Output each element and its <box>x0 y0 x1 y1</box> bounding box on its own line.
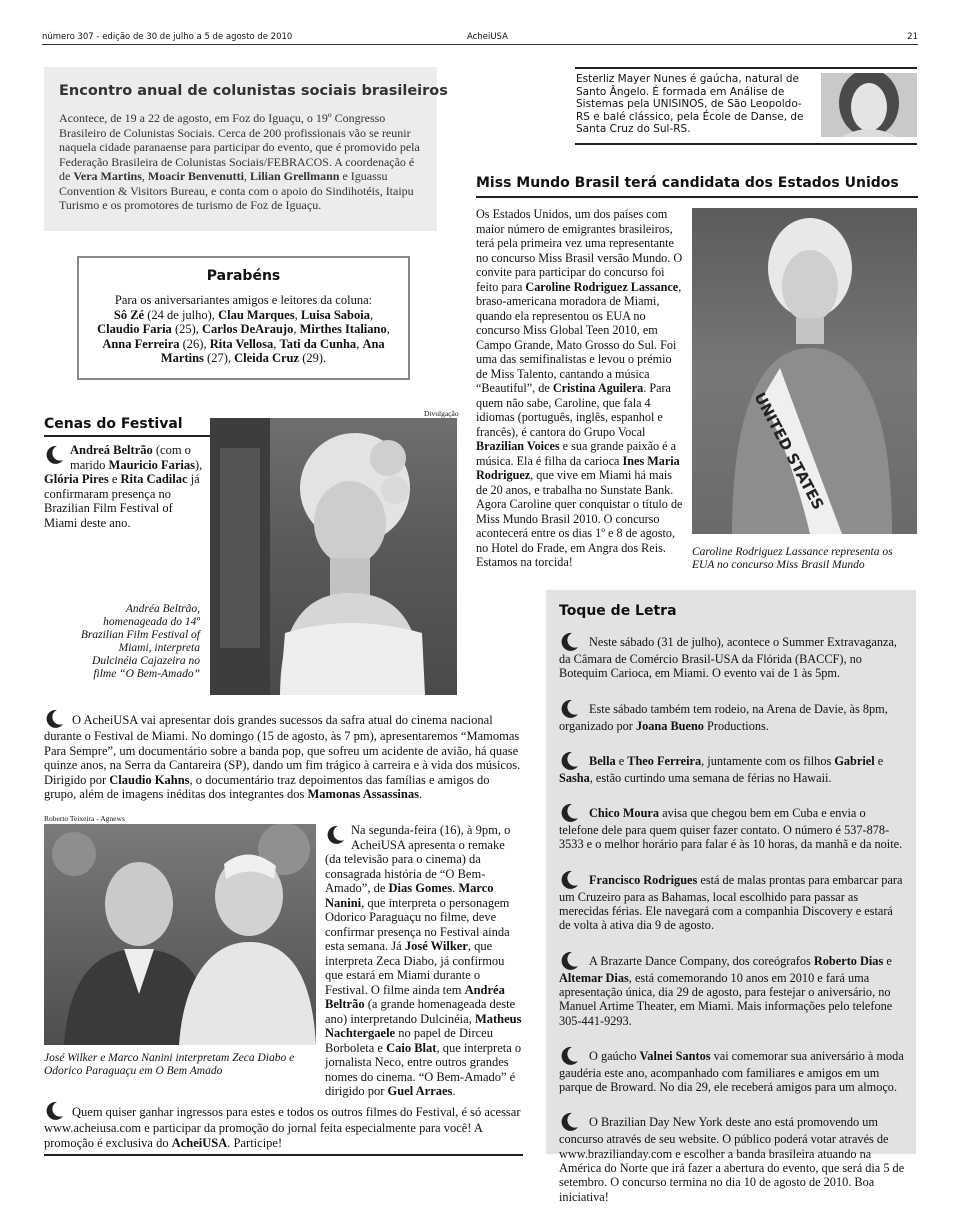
caroline-photo <box>692 208 917 534</box>
toque-item-8: O Brazilian Day New York deste ano está promovendo um concurso através de seu website. O público poderá votar através de www.brazilianday.com e escolher a banda brasileira atuando na América do Norte que irá fazer a abertura do evento, que será dia 5 de setembro. O concurso termina no dia 10 de agosto de 2010. Boa iniciativa! <box>559 1112 907 1203</box>
issue-info: número 307 - edição de 30 de julho a 5 de agosto de 2010 <box>42 32 293 42</box>
miss-text: Os Estados Unidos, um dos países com maior número de emigrantes brasileiros, terá pela primeira vez uma representante no concurso Miss Brasil versão Mundo. O convite para participar do concurso foi feito para Caroline Rodriguez Lassance, braso-americana moradora de Miami, quando ela representou os EUA no concurso Miss Global Teen 2010, em Campo Grande, Mato Grosso do Sul. Foi uma das semifinalistas e levou o prémio de Miss Talento, cantando a música “Beautiful”, de Cristina Aguilera. Para quem não sabe, Caroline, que fala 4 idiomas (português, inglês, espanhol e francês), é cantora do Grupo Vocal Brazilian Voices e sua grande paixão é a música. Ela é filha da carioca Ines Maria Rodriguez, que vive em Miami há mais de 20 anos, e trabalha no Sunstate Bank. Agora Caroline quer conquistar o título de Miss Mundo Brasil 2010. O concurso acontecerá entre os dias 1º e 8 de agosto, no Hotel do Frade, em Angra dos Reis. Estamos na torcida! <box>476 207 683 569</box>
toque-item-5: Francisco Rodrigues está de malas prontas para embarcar para um Cruzeiro para as Bahamas, local escolhido para passar as merecidas férias. Ele navegará com a companhia Discovery e estará de volta à ativa dia 9 de agosto. <box>559 870 907 933</box>
bemamado-photo-credit: Roberto Teixeira - Agnews <box>44 814 125 823</box>
parabens-box <box>77 256 410 380</box>
sash-text: UNITED STATES <box>750 389 828 513</box>
wilker-nanini-photo <box>44 824 316 1045</box>
miss-title: Miss Mundo Brasil terá candidata dos Estados Unidos <box>476 175 899 191</box>
cenas-text: Andreá Beltrão (com o marido Mauricio Farias), Glória Pires e Rita Cadilac já confirmaram presença no Brazilian Film Festival of Miami deste ano. <box>44 443 203 530</box>
crescent-moon-icon <box>559 699 579 719</box>
toque-box <box>546 590 916 1204</box>
andrea-figure <box>210 418 457 695</box>
esterliz-box <box>575 67 917 145</box>
andrea-beltrao-photo <box>210 418 457 695</box>
parabens-text: Para os aniversariantes amigos e leitores da coluna: Sô Zé (24 de julho), Clau Marques, Luisa Saboia, Claudio Faria (25), Carlos DeAraujo, Mirthes Italiano, Anna Ferreira (26), Rita Vellosa, Tati da Cunha, Ana Martins (27), Cleida Cruz (29). <box>97 293 390 365</box>
crescent-moon-icon <box>559 803 579 823</box>
crescent-moon-icon <box>325 825 345 845</box>
esterliz-portrait <box>821 73 917 137</box>
page-header <box>42 30 918 45</box>
wilker-nanini-figures <box>44 824 316 1045</box>
crescent-moon-icon <box>559 751 579 771</box>
toque-item-6: A Brazarte Dance Company, dos coreógrafos Roberto Dias e Altemar Dias, está comemorando 10 anos em 2010 e fará uma apresentação única, dia 29 de agosto, para festejar o aniversário, no Manuel Artime Theater, em Miami. Mais informações pelo telefone 305-441-9293. <box>559 951 907 1028</box>
miss-title-rule <box>476 196 918 198</box>
toque-item-1: Neste sábado (31 de julho), acontece o Summer Extravaganza, da Câmara de Comércio Brasil-USA da Flórida (BACCF), no Botequim Carioca, em Miami. O evento vai de 1 às 5pm. <box>559 632 907 681</box>
crescent-moon-icon <box>559 951 579 971</box>
esterliz-bio: Esterliz Mayer Nunes é gaúcha, natural de Santo Ângelo. É formada em Análise de Sistemas pela UNISINOS, de São Leopoldo-RS e balé clássico, pela École de Danse, de Santa Cruz do Sul-RS. <box>576 73 804 135</box>
crescent-moon-icon <box>559 1046 579 1066</box>
encontro-text: Acontece, de 19 a 22 de agosto, em Foz do Iguaçu, o 19º Congresso Brasileiro de Colunistas Sociais. Cerca de 200 profissionais vão se reunir naquela cidade paranaense para participar do evento, que é promovido pela Federação Brasileira de Colunistas Sociais/FEBRACOS. A coordenação é de Vera Martins, Moacir Benvenutti, Lilian Grellmann e Iguassu Convention & Visitors Bureau, e conta com o apoio do Sindihotéis, Itaipu Turismo e os promotores de turismo de Foz de Iguaçu. <box>59 111 420 212</box>
toque-items <box>559 632 907 1222</box>
bemamado-text: Na segunda-feira (16), à 9pm, o AcheiUSA apresenta o remake (da televisão para o cinema) da consagrada história de “O Bem-Amado”, de Dias Gomes. Marco Nanini, que interpreta o personagem Odorico Paraguaçu no filme, deve confirmar presença no Festival ainda esta semana. Já José Wilker, que interpreta Zeca Diabo, já confirmou que estará em Miami durante o Festival. O filme ainda tem Andréa Beltrão (a grande homenageada deste ano) interpretando Dulcinéia, Matheus Nachtergaele no papel de Dirceu Borboleta e Caio Blat, que interpreta o jornalista Neco, entre outros grandes nomes do cinema. “O Bem-Amado” é dirigido por Guel Arraes. <box>325 823 522 1098</box>
crescent-moon-icon <box>559 1112 579 1132</box>
mamonas-text: O AcheiUSA vai apresentar dois grandes sucessos da safra atual do cinema nacional durante o Festival de Miami. No domingo (15 de agosto, às 7 pm), apresentaremos “Mamomas Para Sempre”, um documentário sobre a banda pop, que sofreu um acidente de avião, há quase quinze anos, na Serra da Cantareira (SP), dando um fim trágico à carreira e à vida dos músicos. Dirigido por Claudio Kahns, o documentário traz depoimentos das famílias e amigos do grupo, além de imagens inéditas dos integrantes dos Mamonas Assassinas. <box>44 709 522 802</box>
header-brand: AcheiUSA <box>467 32 508 42</box>
ingressos-text: Quem quiser ganhar ingressos para estes e todos os outros filmes do Festival, é só acessar www.acheiusa.com e participar da promoção do jornal feita especialmente para você! A promoção é exclusiva do AcheiUSA. Participe! <box>44 1101 522 1150</box>
page-number: 21 <box>907 32 918 42</box>
encontro-title: Encontro anual de colunistas sociais brasileiros <box>59 83 448 99</box>
cenas-photo-credit: Divulgação <box>424 409 459 418</box>
crescent-moon-icon <box>559 632 579 652</box>
crescent-moon-icon <box>44 445 64 465</box>
toque-item-4: Chico Moura avisa que chegou bem em Cuba e envia o telefone dele para quem quiser fazer contato. O número é 537-878-3533 e o melhor horário para falar é às 10 horas, da manhã e da noite. <box>559 803 907 852</box>
wilker-nanini-caption: José Wilker e Marco Nanini interpretam Zeca Diabo e Odorico Paraguaçu em O Bem Amado <box>44 1052 295 1077</box>
caroline-figure <box>692 208 917 534</box>
crescent-moon-icon <box>44 709 64 729</box>
andrea-caption: Andréa Beltrão, homenageada do 14º Brazilian Film Festival of Miami, interpreta Dulcinéia Cajazeira no filme “O Bem-Amado” <box>80 603 200 680</box>
cenas-title: Cenas do Festival <box>44 416 183 432</box>
encontro-box <box>44 67 448 231</box>
crescent-moon-icon <box>559 870 579 890</box>
cenas-title-rule <box>44 435 210 437</box>
crescent-moon-icon <box>44 1101 64 1121</box>
esterliz-photo <box>821 73 917 137</box>
caroline-caption: Caroline Rodriguez Lassance representa os EUA no concurso Miss Brasil Mundo <box>692 546 893 571</box>
parabens-title: Parabéns <box>206 268 281 284</box>
bottom-rule <box>44 1154 523 1156</box>
toque-item-7: O gaúcho Valnei Santos vai comemorar sua aniversário à moda gaudéria este ano, acompanhado com familiares e amigos em um parque de Broward. No dia 29, ele receberá amigos para um almoço. <box>559 1046 907 1095</box>
toque-item-3: Bella e Theo Ferreira, juntamente com os filhos Gabriel e Sasha, estão curtindo uma semana de férias no Hawaii. <box>559 751 907 785</box>
toque-title: Toque de Letra <box>559 603 677 619</box>
toque-item-2: Este sábado também tem rodeio, na Arena de Davie, às 8pm, organizado por Joana Bueno Productions. <box>559 699 907 733</box>
